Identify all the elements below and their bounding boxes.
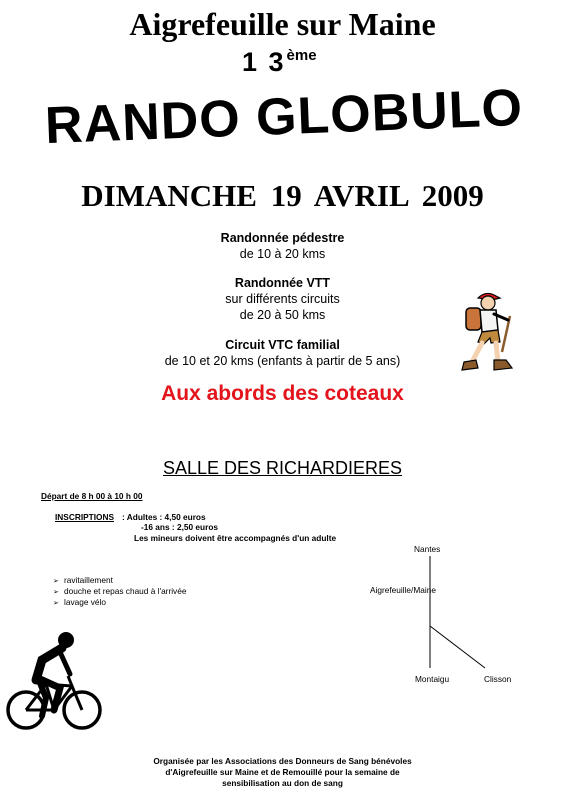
activity-detail: de 10 et 20 kms (enfants à partir de 5 ans): [164, 354, 401, 368]
event-title: RANDO GLOBULO: [44, 78, 524, 156]
departure-times: Départ de 8 h 00 à 10 h 00: [41, 491, 143, 501]
inscriptions-label: INSCRIPTIONS: [55, 512, 115, 522]
hiker-icon: [458, 288, 518, 382]
activity-title: Randonnée pédestre: [220, 231, 345, 245]
event-date: DIMANCHE 19 AVRIL 2009: [81, 178, 484, 213]
map-label-southeast: Clisson: [484, 674, 512, 684]
edition-suffix: ème: [286, 47, 317, 64]
route-map: [420, 556, 500, 671]
activity-title: Circuit VTC familial: [225, 338, 340, 352]
map-label-center: Aigrefeuille/Maine: [370, 585, 436, 595]
footer: [0, 756, 565, 789]
activity-hike: [0, 230, 565, 262]
arrow-bullet-icon: ➢: [53, 589, 59, 596]
inscriptions-adult: : Adultes : 4,50 euros: [122, 512, 206, 522]
activity-detail: de 20 à 50 kms: [239, 308, 326, 322]
footer-line: Organisée par les Associations des Donneurs de Sang bénévoles: [153, 756, 412, 766]
route-road-clisson: [430, 626, 485, 668]
arrow-bullet-icon: ➢: [53, 578, 59, 585]
footer-line: sensibilisation au don de sang: [222, 778, 343, 788]
feature-item: [53, 597, 106, 609]
inscriptions-youth: -16 ans : 2,50 euros: [141, 522, 219, 532]
edition-number: [242, 46, 317, 78]
edition-digits: 1 3: [242, 47, 286, 77]
map-label-southwest: Montaigu: [415, 674, 450, 684]
footer-line: d'Aigrefeuille sur Maine et de Remouillé pour la semaine de: [165, 767, 400, 777]
arrow-bullet-icon: ➢: [53, 600, 59, 607]
activity-detail: de 10 à 20 kms: [239, 247, 326, 261]
minors-note: Les mineurs doivent être accompagnés d'un adulte: [134, 533, 337, 543]
feature-label: douche et repas chaud à l'arrivée: [64, 586, 187, 596]
activity-detail: sur différents circuits: [225, 292, 340, 306]
feature-label: lavage vélo: [64, 597, 106, 607]
venue: SALLE DES RICHARDIERES: [162, 458, 403, 478]
activity-title: Randonnée VTT: [234, 276, 331, 290]
map-label-north: Nantes: [414, 544, 441, 554]
town-title: Aigrefeuille sur Maine: [129, 6, 436, 42]
slogan: Aux abords des coteaux: [161, 382, 404, 405]
feature-label: ravitaillement: [64, 575, 113, 585]
cyclist-icon: [6, 628, 104, 734]
